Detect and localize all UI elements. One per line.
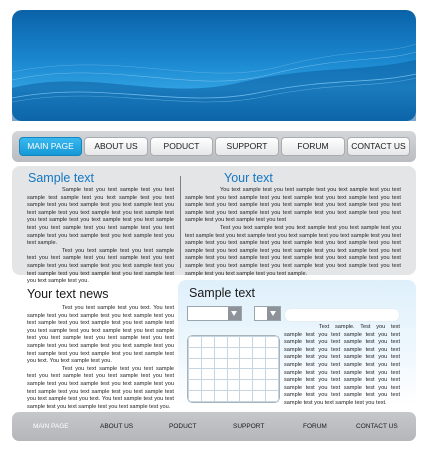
header-wave-graphic: [12, 10, 416, 121]
news-paragraph: Test you text sample test you text sample test you text sample test you text sample test you text sample test you text sample test you text sample test you text sample test you text sample test you text sample test you text sample test you text. You text sample test you text sample test you text sample test you text sample test you.: [27, 365, 174, 410]
nav-forum-button[interactable]: FORUM: [281, 137, 345, 156]
right-panel-paragraph: You text sample test you text sample test you text sample test you text sample test you text sample test you text sample test you text sample test you text sample test you text sample test you text sample test you text sample test you text sample test you text sample test you text sample test you text sample test you text sample test you text sample test you text: [185, 187, 401, 224]
chevron-down-icon: [228, 307, 241, 320]
right-panel-text: [185, 187, 401, 277]
left-panel-text: [27, 187, 174, 285]
nav-support-button[interactable]: SUPPORT: [215, 137, 279, 156]
left-panel-paragraph: Test you text sample test you text sample test you text sample test you text sample test you text sample test you text sample test you text sample test you text sample test you text sample test you text sample test you text sample test you.: [27, 247, 174, 285]
footer-link-contact-us[interactable]: CONTACT US: [356, 423, 398, 430]
side-panel-paragraph: Text sample. Test you text sample test you text sample test you text sample test you text sample test you text sample test you text sample test you text sample test you text sample test you text sample test you text sample test you text sample test you text sample test you text sample test you text sample test you text sample test you text sample test you text sample test you text sample test you text sample test you text sample test you text.: [284, 324, 400, 406]
right-panel-title: Your text: [224, 171, 273, 185]
grid-table: [188, 336, 279, 402]
footer-link-forum[interactable]: FORUM: [303, 423, 327, 430]
side-panel-title: Sample text: [189, 286, 256, 300]
chevron-down-icon: [267, 307, 280, 320]
right-panel-paragraph: Test you text sample test you text sample test you text sample test you text sample test you text sample test you text sample test you text sample test you text sample test you text sample test you text sample test you text sample test you text sample test you text sample test you text sample test you text sample test you text sample test you text sample test you text sample test you text sample test you text sample test you text sample test you text sample test you text sample test you text sample test you text sample test you text sample.: [185, 224, 401, 277]
column-divider: [180, 176, 181, 268]
news-title: Your text news: [27, 287, 109, 301]
news-text: [27, 305, 174, 410]
dropdown-select-2[interactable]: [254, 306, 281, 321]
nav-product-button[interactable]: PODUCT: [150, 137, 213, 156]
nav-main-page-button[interactable]: MAIN PAGE: [19, 137, 82, 156]
footer-link-product[interactable]: PODUCT: [169, 423, 197, 430]
footer-link-main-page[interactable]: MAIN PAGE: [33, 423, 69, 430]
side-panel-text: [284, 324, 400, 404]
left-panel-title: Sample text: [28, 171, 95, 185]
left-panel-paragraph: Sample test you text sample test you text sample test sample test you text sample test you text sample test you text sample test you text sample test you text sample test you text sample test you text sample test you text sample test you text sample test you text sample test you text sample test you text sample test you text sample test you text sample test you text sample test you text sample.: [27, 187, 174, 247]
footer-link-about-us[interactable]: ABOUT US: [100, 423, 134, 430]
dropdown-select-1[interactable]: [187, 306, 242, 321]
nav-about-us-button[interactable]: ABOUT US: [84, 137, 148, 156]
nav-contact-us-button[interactable]: CONTACT US: [347, 137, 410, 156]
header-banner: [12, 10, 416, 121]
calendar-grid[interactable]: [187, 335, 280, 403]
text-input[interactable]: [284, 308, 400, 322]
news-paragraph: Test you text sample test you text. You text sample test you text sample test you text sample test you text sample test you text sample test you text sample test you text sample test you text sample test you text sample test you text sample test you text sample test you text sample test you text sample test you text sample test you text sample test you text sample test you text sample test you text. You text sample test you.: [27, 305, 174, 365]
footer-link-support[interactable]: SUPPORT: [233, 423, 265, 430]
